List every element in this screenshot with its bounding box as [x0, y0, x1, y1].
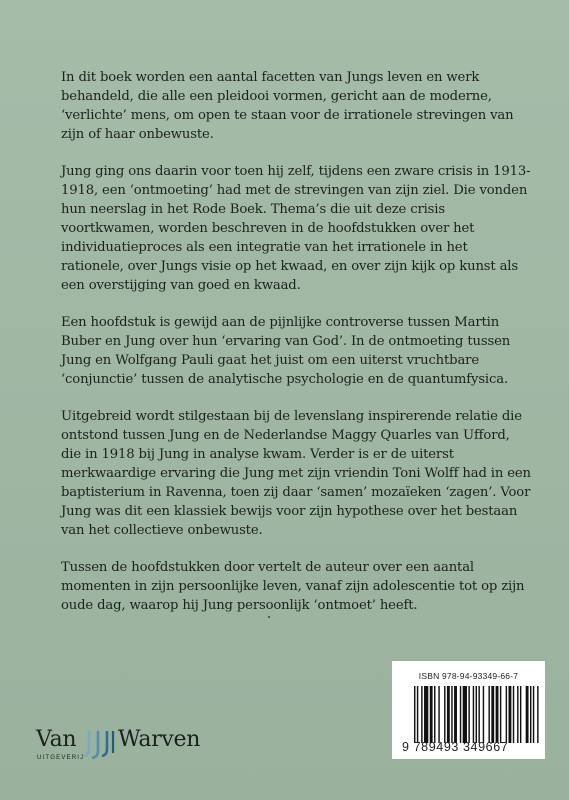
- barcode-digits: 9 789493 349667: [402, 740, 509, 754]
- blurb-paragraph: Uitgebreid wordt stilgestaan bij de levenslang inspirerende relatie die ontstond tussen Jung en de Nederlandse Maggy Quarles van Ufford, die in 1918 bij Jung in analyse kwam. Verder is er de uiterst merkwaardige ervaring die Jung met zijn vriendin Toni Wolff had in een baptisterium in Ravenna, toen zij daar ‘samen’ mozaïeken ‘zagen’. Voor Jung was dit een klassiek bewijs voor zijn hypothese over het bestaan van het collectieve onbewuste.: [61, 409, 531, 538]
- barcode-icon: [414, 686, 540, 743]
- blurb-paragraph: Jung ging ons daarin voor toen hij zelf, tijdens een zware crisis in 1913-1918, een ‘ontmoeting’ had met de strevingen van zijn ziel. Die vonden hun neerslag in het Rode Boek. Thema’s die uit deze crisis voortkwamen, worden beschreven in de hoofdstukken over het individuatieproces als een integratie van het irrationele in het rationele, over Jungs visie op het kwaad, en over zijn kijk op kunst als een overstijging van goed en kwaad.: [61, 164, 531, 293]
- publisher-name-right: Warven: [118, 727, 201, 752]
- publisher-logo: [36, 727, 216, 767]
- blurb-paragraph: Een hoofdstuk is gewijd aan de pijnlijke controverse tussen Martin Buber en Jung over hun ‘ervaring van God’. In de ontmoeting tussen Jung en Wolfgang Pauli gaat het juist om een uiterst vruchtbare ‘conjunctie’ tussen de analytische psychologie en de quantumfysica.: [61, 315, 511, 387]
- publisher-name-left: Van: [36, 727, 77, 752]
- blurb-paragraph: In dit boek worden een aantal facetten van Jungs leven en werk behandeld, die alle een pleidooi vormen, gericht aan de moderne, ‘verlichte’ mens, om open te staan voor de irrationele strevingen van zijn of haar onbewuste.: [61, 70, 514, 142]
- decorative-dot: [268, 616, 270, 618]
- isbn-label: ISBN 978-94-93349-66-7: [418, 671, 519, 681]
- jjj-mark-icon: [83, 729, 116, 759]
- publisher-subtitle: UITGEVERIJ: [37, 755, 85, 761]
- blurb-paragraph: Tussen de hoofdstukken door vertelt de auteur over een aantal momenten in zijn persoonlijke leven, vanaf zijn adolescentie tot op zijn oude dag, waarop hij Jung persoonlijk ‘ontmoet’ heeft.: [61, 560, 525, 613]
- isbn-barcode-box: [392, 661, 545, 759]
- blurb-text: [61, 68, 531, 633]
